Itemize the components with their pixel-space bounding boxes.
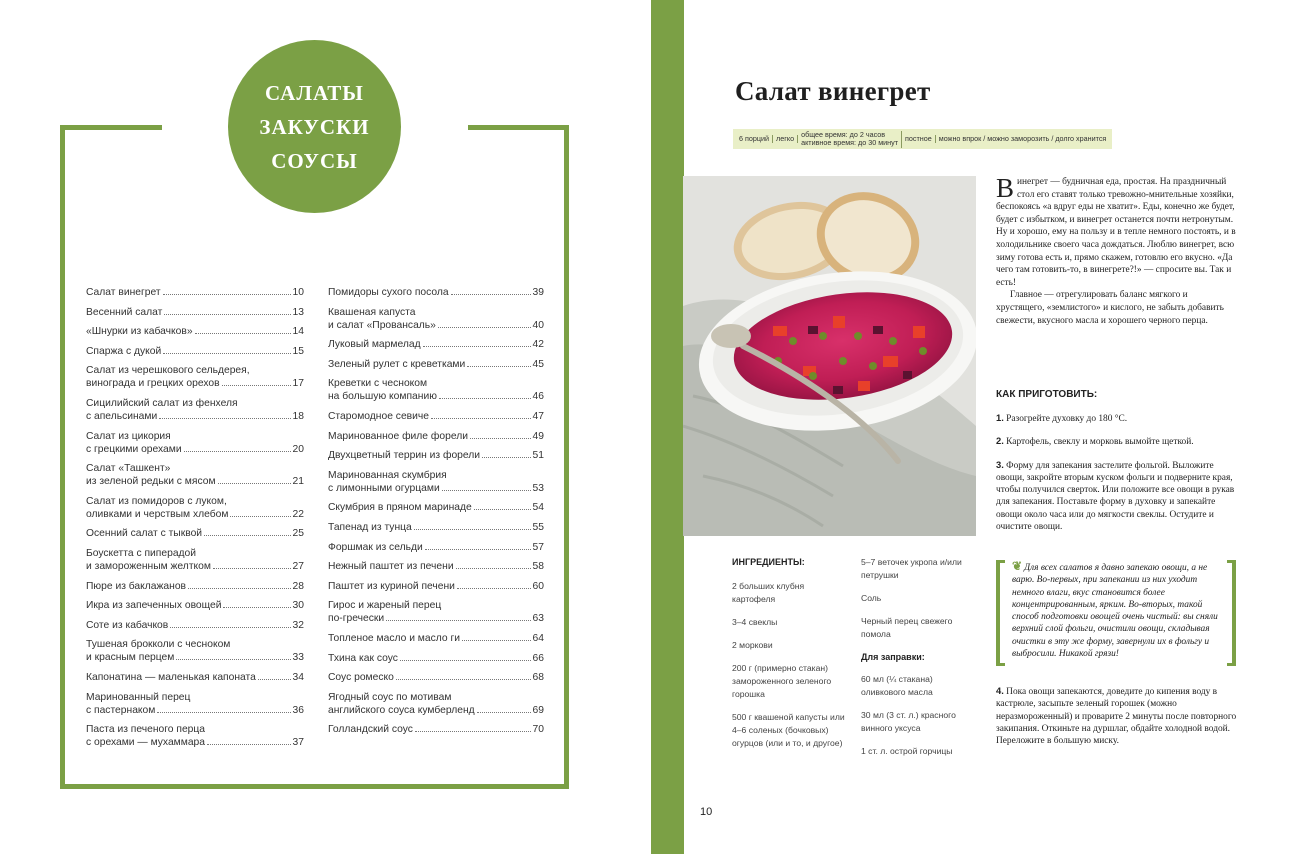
toc-entry-title: Двухцветный террин из форели	[328, 450, 481, 462]
toc-entry[interactable]	[328, 599, 544, 625]
step-item	[996, 435, 1240, 448]
toc-leader-dots	[474, 502, 531, 510]
drop-cap: В	[996, 173, 1015, 203]
toc-page-number: 32	[292, 619, 304, 631]
toc-line	[86, 651, 304, 664]
recipe-tag-line: постное	[905, 133, 932, 143]
toc-line	[328, 430, 544, 443]
toc-leader-dots	[170, 620, 290, 628]
toc-entry-title: с орехами — мухаммара	[86, 737, 206, 749]
toc-entry-title: Луковый мармелад	[328, 339, 421, 351]
toc-line	[86, 599, 304, 612]
toc-entry-title: Паштет из куриной печени	[328, 580, 455, 592]
recipe-tag-line: активное время: до 30 минут	[801, 138, 899, 147]
toc-page-number: 60	[532, 580, 544, 592]
step-number: 4.	[996, 685, 1004, 696]
toc-line	[328, 338, 544, 351]
toc-line	[86, 691, 304, 704]
toc-line	[328, 612, 544, 625]
toc-line	[86, 377, 304, 390]
toc-entry[interactable]	[86, 691, 304, 717]
toc-line	[86, 430, 304, 443]
toc-page-number: 30	[292, 600, 304, 612]
frame-line	[60, 125, 65, 789]
toc-line	[328, 691, 544, 704]
toc-line	[328, 390, 544, 403]
toc-entry[interactable]	[328, 430, 544, 443]
toc-line	[328, 286, 544, 299]
toc-line	[328, 541, 544, 554]
toc-entry-title: Соус ромеско	[328, 672, 394, 684]
toc-entry-title: Маринованная скумбрия	[328, 469, 447, 481]
toc-page-number: 37	[292, 737, 304, 749]
toc-line	[86, 736, 304, 749]
toc-leader-dots	[163, 287, 291, 295]
tip-note	[996, 560, 1240, 666]
toc-leader-dots	[157, 705, 290, 713]
toc-page-number: 58	[532, 561, 544, 573]
toc-entry-title: Салат из цикория	[86, 430, 171, 442]
toc-line	[86, 547, 304, 560]
toc-page-number: 36	[292, 704, 304, 716]
toc-line	[86, 671, 304, 684]
recipe-tag-line: 6 порций	[739, 133, 770, 143]
toc-leader-dots	[462, 633, 531, 641]
recipe-tag-line: общее время: до 2 часов	[801, 129, 886, 139]
toc-entry-title: по-гречески	[328, 613, 385, 625]
step-item	[996, 459, 1240, 534]
toc-entry-title: и красным перцем	[86, 652, 175, 664]
step-text: Картофель, свеклу и морковь вымойте щеткой.	[1006, 437, 1194, 448]
toc-entry-title: Соте из кабачков	[86, 619, 169, 631]
toc-entry-title: и замороженным желтком	[86, 560, 211, 572]
toc-entry-title: и салат «Провансаль»	[328, 319, 436, 331]
toc-column-1	[86, 286, 304, 756]
toc-page-number: 13	[292, 306, 304, 318]
toc-entry-title: Маринованное филе форели	[328, 430, 468, 442]
toc-page-number: 14	[292, 326, 304, 338]
salad-illustration	[683, 176, 976, 536]
toc-entry-title: Тапенад из тунца	[328, 521, 412, 533]
step-item	[996, 412, 1240, 425]
toc-page-number: 70	[532, 724, 544, 736]
toc-entry[interactable]	[86, 638, 304, 664]
toc-entry-title: с пастернаком	[86, 704, 156, 716]
toc-entry[interactable]	[86, 599, 304, 612]
toc-entry-title: Гирос и жареный перец	[328, 600, 442, 612]
toc-entry[interactable]	[328, 541, 544, 554]
toc-entry-title: с апельсинами	[86, 410, 158, 422]
toc-entry-title: английского соуса кумберленд	[328, 704, 475, 716]
toc-entry[interactable]	[86, 364, 304, 390]
toc-line	[86, 306, 304, 319]
toc-line	[328, 306, 544, 319]
step-number: 3.	[996, 458, 1004, 470]
toc-leader-dots	[396, 672, 531, 680]
toc-line	[86, 619, 304, 632]
toc-entry[interactable]	[328, 580, 544, 593]
toc-page-number: 33	[292, 652, 304, 664]
toc-entry[interactable]	[328, 652, 544, 665]
toc-line	[328, 704, 544, 717]
toc-entry[interactable]	[328, 358, 544, 371]
recipe-tag	[773, 135, 798, 144]
how-to-section	[996, 389, 1240, 543]
toc-entry[interactable]	[86, 580, 304, 593]
toc-page-number: 54	[532, 502, 544, 514]
salad-photo	[683, 176, 976, 536]
toc-entry-title: Креветки с чесноком	[328, 378, 428, 390]
toc-entry-title: винограда и грецких орехов	[86, 378, 220, 390]
toc-leader-dots	[431, 411, 531, 419]
toc-line	[86, 364, 304, 377]
recipe-tag	[798, 131, 902, 148]
toc-page-number: 34	[292, 671, 304, 683]
toc-page-number: 47	[532, 410, 544, 422]
toc-leader-dots	[415, 724, 531, 732]
toc-page-number: 27	[292, 560, 304, 572]
tip-text: Для всех салатов я давно запекаю овощи, а не варю. Во-первых, при запекании из них уходит немного влаги, вкус становится более концентрированным, ярким. Во-вторых, такой способ подготовки овощей очень чистый: вы сняли верхний слой фольги, очистили овощи, складывая очистки в эту же форму, завернули их в фольгу и выбросили. Никакой грязи!	[1012, 563, 1218, 660]
bracket-line	[996, 560, 1005, 563]
toc-entry-title: Салат из помидоров с луком,	[86, 495, 227, 507]
section-title-circle	[228, 40, 401, 213]
toc-entry[interactable]	[328, 723, 544, 736]
toc-entry-title: Тхина как соус	[328, 652, 398, 664]
ingredient-item: 30 мл (3 ст. л.) красного винного уксуса	[861, 710, 956, 733]
toc-entry[interactable]	[328, 469, 544, 495]
toc-leader-dots	[470, 431, 531, 439]
toc-entry-title: Помидоры сухого посола	[328, 287, 449, 298]
toc-line	[86, 638, 304, 651]
toc-line	[86, 462, 304, 475]
ingredient-item: 2 моркови	[732, 640, 773, 650]
toc-leader-dots	[207, 737, 291, 745]
toc-entry[interactable]	[86, 547, 304, 573]
intro-paragraph: Главное — отрегулировать баланс мягкого и хрустящего, «землистого» и кислого, не забыть добавить свежести, вкусного масла и хорошего черного перца.	[996, 290, 1224, 326]
toc-page-number: 51	[532, 450, 544, 462]
toc-leader-dots	[400, 653, 531, 661]
toc-entry-title: Весенний салат	[86, 306, 163, 318]
toc-entry[interactable]	[328, 377, 544, 403]
toc-page-number: 45	[532, 358, 544, 370]
toc-leader-dots	[477, 705, 531, 713]
toc-leader-dots	[163, 346, 290, 354]
toc-page-number: 15	[292, 345, 304, 357]
step-text: Форму для запекания застелите фольгой. Выложите овощи, закройте вторым куском фольги и подверните края, чтобы получился сверток. Или положите все овощи в рукав для запекания. Поставьте форму в духовку и запекайте овощи около часа или до мягкости свеклы. Остудите и очистите овощи.	[996, 460, 1235, 533]
toc-entry[interactable]	[86, 723, 304, 749]
toc-entry-title: из зеленой редьки с мясом	[86, 476, 216, 488]
section-title-line: СОУСЫ	[271, 148, 358, 173]
toc-page-number: 28	[292, 580, 304, 592]
frame-line	[564, 125, 569, 789]
toc-leader-dots	[423, 339, 531, 347]
ingredient-item: 1 ст. л. острой горчицы	[861, 746, 953, 756]
toc-leader-dots	[195, 326, 291, 334]
toc-leader-dots	[457, 581, 531, 589]
green-spine	[651, 0, 684, 854]
toc-line	[328, 449, 544, 462]
toc-line	[86, 475, 304, 488]
toc-entry[interactable]	[328, 286, 544, 299]
toc-page-number: 53	[532, 482, 544, 494]
toc-entry[interactable]	[86, 286, 304, 299]
toc-entry[interactable]	[328, 521, 544, 534]
toc-entry[interactable]	[328, 338, 544, 351]
toc-entry-title: Скумбрия в пряном маринаде	[328, 502, 472, 514]
toc-entry-title: Боускетта с пиперадой	[86, 547, 197, 559]
toc-page-number: 17	[292, 378, 304, 390]
intro-paragraph: инегрет — будничная еда, простая. На праздничный стол его ставят только тревожно-мнительные хозяйки, беспокоясь «а вдруг еды не хватит». Еды, конечно же будет, будет с избытком, и винегрет останется почти нетронутым. Ну и хорошо, ему на пользу и в тепле немного постоять, и в холодильнике своего часа дождаться. Люблю винегрет, всю зиму готова есть и, прямо скажем, готовлю его вкусно. «Да чего там готовить-то, в винегрете?!» — спросите вы. Так и есть!	[996, 177, 1236, 288]
toc-entry[interactable]	[86, 306, 304, 319]
toc-line	[86, 397, 304, 410]
toc-entry[interactable]	[86, 495, 304, 521]
toc-entry-title: Старомодное севиче	[328, 410, 429, 422]
toc-leader-dots	[414, 522, 531, 530]
ingredients-column-2	[861, 556, 977, 768]
toc-page-number: 18	[292, 410, 304, 422]
toc-leader-dots	[451, 287, 531, 295]
toc-page-number: 40	[532, 319, 544, 331]
toc-entry-title: Квашеная капуста	[328, 306, 416, 318]
step-item	[996, 685, 1240, 747]
toc-leader-dots	[218, 476, 291, 484]
recipe-title: Салат винегрет	[735, 76, 931, 106]
toc-line	[86, 410, 304, 423]
toc-entry[interactable]	[328, 410, 544, 423]
toc-entry-title: Икра из запеченных овощей	[86, 600, 222, 612]
toc-page-number: 39	[532, 287, 544, 298]
ingredient-item: 3–4 свеклы	[732, 617, 778, 627]
toc-line	[328, 580, 544, 593]
toc-entry-title: Зеленый рулет с креветками	[328, 358, 466, 370]
toc-page-number: 46	[532, 391, 544, 403]
toc-leader-dots	[159, 411, 290, 419]
toc-leader-dots	[204, 528, 290, 536]
toc-line	[328, 652, 544, 665]
step-number: 2.	[996, 435, 1004, 447]
ingredient-item: 500 г квашеной капусты или 4–6 соленых (бочковых) огурцов (или и то, и другое)	[732, 712, 845, 748]
toc-leader-dots	[386, 613, 530, 621]
toc-leader-dots	[438, 320, 531, 328]
toc-line	[328, 410, 544, 423]
ingredients-column-1	[732, 556, 848, 760]
toc-entry[interactable]	[86, 462, 304, 488]
toc-page-number: 55	[532, 521, 544, 533]
toc-leader-dots	[439, 391, 531, 399]
recipe-tag	[936, 135, 1110, 144]
toc-line	[328, 599, 544, 612]
toc-entry-title: Пюре из баклажанов	[86, 580, 187, 592]
frame-line	[468, 125, 569, 130]
toc-entry-title: с лимонными огурцами	[328, 482, 440, 494]
toc-entry[interactable]	[328, 671, 544, 684]
leaf-icon: ❦	[1012, 559, 1023, 573]
toc-line	[328, 358, 544, 371]
ingredient-item: Соль	[861, 593, 882, 603]
toc-column-2	[328, 286, 544, 743]
bracket-line	[1227, 663, 1236, 666]
frame-line	[60, 125, 162, 130]
toc-line	[86, 443, 304, 456]
toc-entry[interactable]	[328, 306, 544, 332]
toc-entry-title: оливками и черствым хлебом	[86, 508, 229, 520]
toc-leader-dots	[258, 672, 291, 680]
toc-page-number: 49	[532, 430, 544, 442]
toc-line	[86, 560, 304, 573]
toc-line	[328, 671, 544, 684]
dressing-title: Для заправки:	[861, 652, 925, 662]
recipe-tags-bar	[733, 129, 1112, 149]
toc-page-number: 57	[532, 541, 544, 553]
toc-page-number: 42	[532, 339, 544, 351]
toc-page-number: 22	[292, 508, 304, 520]
toc-line	[328, 501, 544, 514]
toc-line	[86, 345, 304, 358]
toc-leader-dots	[213, 561, 291, 569]
toc-leader-dots	[482, 450, 530, 458]
toc-page-number: 69	[532, 704, 544, 716]
recipe-tag-line: легко	[776, 133, 795, 143]
toc-entry[interactable]	[328, 449, 544, 462]
toc-line	[328, 560, 544, 573]
toc-page-number: 64	[532, 632, 544, 644]
toc-leader-dots	[222, 378, 291, 386]
ingredient-item: 5–7 веточек укропа и/или петрушки	[861, 557, 962, 580]
toc-line	[328, 482, 544, 495]
bracket-line	[1227, 560, 1236, 563]
toc-entry-title: Паста из печеного перца	[86, 724, 206, 736]
toc-line	[86, 325, 304, 338]
toc-page-number: 10	[292, 287, 304, 298]
recipe-tag	[736, 135, 773, 144]
frame-line	[60, 784, 569, 789]
toc-entry-title: Голландский соус	[328, 724, 413, 736]
section-title-line: ЗАКУСКИ	[259, 114, 370, 139]
toc-line	[328, 723, 544, 736]
toc-leader-dots	[456, 561, 531, 569]
bracket-line	[1232, 560, 1236, 666]
toc-leader-dots	[442, 483, 531, 491]
ingredients-title: ИНГРЕДИЕНТЫ:	[732, 557, 805, 567]
ingredient-item: 200 г (примерно стакан) замороженного зеленого горошка	[732, 663, 832, 699]
toc-line	[86, 723, 304, 736]
toc-entry-title: Салат из черешкового сельдерея,	[86, 365, 250, 377]
step-text: Пока овощи запекаются, доведите до кипения воду в кастрюле, засыпьте зеленый горошек (можно неразмороженный) и проварите 2 минуты после повторного закипания. Откиньте на дуршлаг, обдайте холодной водой. Переложите в большую миску.	[996, 687, 1237, 747]
tip-text-block	[1012, 560, 1220, 660]
toc-entry-title: Нежный паштет из печени	[328, 561, 454, 573]
toc-line	[328, 469, 544, 482]
toc-line	[328, 319, 544, 332]
toc-entry-title: на большую компанию	[328, 391, 437, 403]
toc-entry-title: Топленое масло и масло ги	[328, 632, 460, 644]
toc-entry-title: «Шнурки из кабачков»	[86, 326, 193, 338]
toc-line	[86, 580, 304, 593]
toc-entry-title: Спаржа с дукой	[86, 345, 162, 357]
toc-line	[328, 521, 544, 534]
toc-entry-title: с грецкими орехами	[86, 443, 182, 455]
toc-line	[328, 377, 544, 390]
ingredient-item: 60 мл (¼ стакана) оливкового масла	[861, 674, 933, 697]
recipe-tag	[902, 135, 936, 144]
toc-leader-dots	[425, 542, 531, 550]
section-title-line: САЛАТЫ	[265, 80, 364, 105]
toc-line	[86, 704, 304, 717]
toc-leader-dots	[188, 581, 291, 589]
how-to-title: КАК ПРИГОТОВИТЬ:	[996, 389, 1098, 400]
toc-entry[interactable]	[328, 632, 544, 645]
toc-entry[interactable]	[328, 560, 544, 573]
toc-page-number: 63	[532, 613, 544, 625]
toc-entry[interactable]	[328, 691, 544, 717]
toc-leader-dots	[230, 509, 290, 517]
ingredient-item: 2 больших клубня картофеля	[732, 581, 805, 604]
toc-leader-dots	[467, 359, 530, 367]
toc-leader-dots	[223, 600, 290, 608]
toc-page-number: 66	[532, 652, 544, 664]
toc-entry[interactable]	[86, 527, 304, 540]
toc-entry-title: Форшмак из сельди	[328, 541, 423, 553]
toc-entry-title: Капонатина — маленькая капоната	[86, 671, 256, 683]
toc-entry-title: Осенний салат с тыквой	[86, 528, 203, 540]
bracket-line	[996, 560, 1000, 666]
toc-leader-dots	[184, 444, 291, 452]
toc-entry-title: Маринованный перец	[86, 691, 191, 703]
toc-entry[interactable]	[86, 325, 304, 338]
toc-leader-dots	[164, 307, 290, 315]
toc-page-number: 25	[292, 528, 304, 540]
intro-text	[996, 173, 1236, 327]
toc-entry-title: Сицилийский салат из фенхеля	[86, 397, 238, 409]
toc-entry-title: Ягодный соус по мотивам	[328, 691, 452, 703]
bracket-line	[996, 663, 1005, 666]
toc-entry[interactable]	[86, 397, 304, 423]
toc-page-number: 21	[292, 476, 304, 488]
recipe-tag-line: можно впрок / можно заморозить / долго хранится	[938, 133, 1107, 143]
toc-entry-title: Тушеная брокколи с чесноком	[86, 639, 231, 651]
toc-entry[interactable]	[86, 345, 304, 358]
step-number: 1.	[996, 412, 1004, 423]
toc-line	[86, 286, 304, 299]
toc-page-number: 20	[292, 443, 304, 455]
toc-entry[interactable]	[86, 671, 304, 684]
toc-entry[interactable]	[86, 430, 304, 456]
step-text: Разогрейте духовку до 180 °C.	[1006, 414, 1128, 424]
toc-page-number: 68	[532, 672, 544, 684]
ingredient-item: Черный перец свежего помола	[861, 616, 953, 639]
toc-line	[86, 495, 304, 508]
toc-leader-dots	[176, 652, 290, 660]
page-number: 10	[700, 806, 713, 818]
toc-entry-title: Салат «Ташкент»	[86, 463, 171, 475]
toc-entry[interactable]	[328, 501, 544, 514]
toc-line	[328, 632, 544, 645]
toc-line	[86, 508, 304, 521]
toc-entry-title: Салат винегрет	[86, 287, 161, 298]
toc-entry[interactable]	[86, 619, 304, 632]
toc-line	[86, 527, 304, 540]
